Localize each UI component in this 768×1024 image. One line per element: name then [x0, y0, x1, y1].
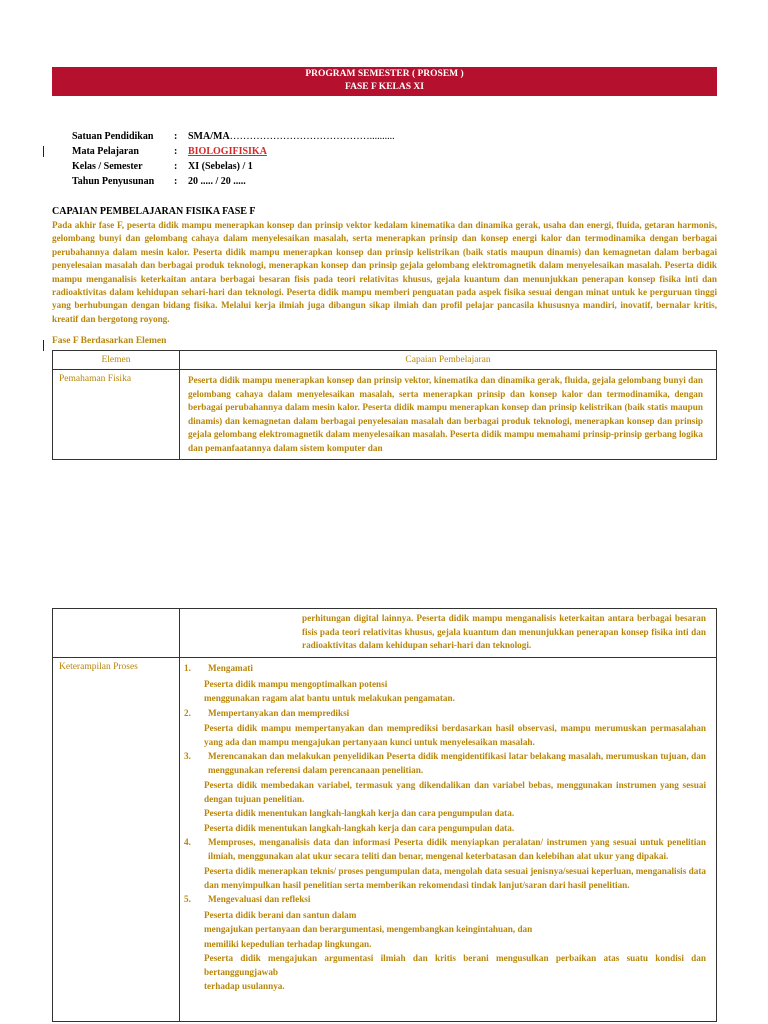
subitem-text: Peserta didik menentukan langkah-langkah kerja dan cara pengumpulan data. — [204, 822, 515, 833]
info-value: SMA/MA — [188, 131, 230, 142]
list-item — [184, 836, 706, 863]
list-item — [184, 893, 706, 907]
info-colon: : — [174, 131, 178, 142]
subitem-text: Peserta didik berani dan santun dalam — [204, 909, 357, 920]
subitem-text: menggunakan ragam alat bantu untuk melakukan pengamatan. — [204, 693, 455, 703]
list-title: Memproses, menganalisis data dan informasi Peserta didik menyiapkan peralatan/ instrumen yang sesuai untuk penelitian ilmiah, menggunakan alat ukur secara teliti dan benar, mengenal keterbatasan dan kelebihan alat ukur yang dipakai. — [208, 837, 706, 861]
section-heading — [52, 206, 256, 217]
intro-paragraph: Pada akhir fase F, peserta didik mampu menerapkan konsep dan prinsip vektor kedalam kinematika dan dinamika gerak, usaha dan energi, fluida, getaran harmonis, gelombang bunyi dan gelombang cahaya dalam menyelesaikan masalah, serta menerapkan prinsip dan konsep energi kalor dan termodinamika dengan berbagai perubahannya dalam mesin kalor. Peserta didik mampu menerapkan konsep dan prinsip kelistrikan (baik statis maupun dinamis) dan kemagnetan dalam berbagai penyelesaian masalah dan berbagai produk teknologi, menerapkan konsep dan prinsip gejala gelombang elektromagnetik dalam menyelesaikan masalah. Peserta didik mampu menganalisis keterkaitan antara berbagai besaran fisis pada teori relativitas khusus, gejala kuantum dan menunjukkan penerapan konsep fisika inti dan radioaktivitas dalam kehidupan sehari-hari dan teknologi. Peserta didik mampu memberi penguatan pada aspek fisika sesuai dengan minat untuk ke perguruan tinggi yang berhubungan dengan bidang fisika. Melalui kerja ilmiah juga dibangun sikap ilmiah dan profil pelajar pancasila khususnya mandiri, inovatif, bernalar kritis, kreatif dan bergotong royong. — [52, 220, 717, 324]
text-cursor-marker — [43, 340, 44, 351]
table-row — [53, 609, 717, 658]
list-item — [184, 707, 706, 721]
list-number: 1. — [184, 663, 191, 673]
info-value: XI (Sebelas) / 1 — [188, 161, 253, 172]
list-subitems — [184, 865, 706, 892]
list-number: 3. — [184, 751, 191, 761]
info-colon: : — [174, 176, 178, 187]
list-number: 5. — [184, 894, 191, 904]
info-label: Tahun Penyusunan — [72, 176, 155, 187]
subitem-text: Peserta didik menentukan langkah-langkah kerja dan cara pengumpulan data. — [204, 808, 515, 818]
elemen-cell: Keterampilan Proses — [53, 658, 180, 1022]
subitem-text: Peserta didik mampu mempertanyakan dan memprediksi berdasarkan hasil observasi, mampu merumuskan permasalahan yang ada dan mampu mengajukan pertanyaan kunci untuk menyelesaikan masalah. — [204, 723, 706, 747]
section-heading-prefix: CAPAIAN PEMBELAJARAN FISIKA FASE — [52, 206, 250, 217]
info-dots: …………………………………….......... — [229, 131, 395, 142]
list-subitems — [184, 909, 706, 994]
list-item — [184, 750, 706, 777]
subitem-text: mengajukan pertanyaan dan berargumentasi, mengembangkan keingintahuan, dan — [204, 924, 533, 934]
elemen-table — [52, 350, 717, 460]
section-heading-suffix: F — [249, 206, 256, 217]
list-item — [184, 662, 706, 676]
table-row — [53, 658, 717, 1022]
subitem-text: terhadap usulannya. — [204, 981, 285, 991]
list-title: Merencanakan dan melakukan penyelidikan Peserta didik mengidentifikasi latar belakang masalah, merumuskan tujuan, dan menggunakan referensi dalam perencanaan penelitian. — [208, 751, 706, 775]
list-subitems — [184, 722, 706, 749]
subitem-text: Peserta didik mampu mengoptimalkan potensi — [204, 678, 388, 689]
list-title: Mempertanyakan dan memprediksi — [208, 707, 350, 718]
info-row-satuan — [72, 129, 395, 144]
title-line-2: FASE F KELAS XI — [345, 82, 424, 92]
capaian-cell-list — [180, 658, 717, 1022]
subitem-text: Peserta didik menerapkan teknis/ proses pengumpulan data, mengolah data sesuai jenisnya/sesuai keperluan, menganalisis data dan menyimpulkan hasil penelitian serta memberikan rekomendasi tindak lanjut/saran dari hasil penelitian. — [204, 866, 706, 890]
col-header-elemen: Elemen — [53, 351, 180, 370]
capaian-cell-continued: perhitungan digital lainnya. Peserta didik mampu menganalisis keterkaitan antara berbagai besaran fisis pada teori relativitas khusus, gejala kuantum dan menunjukkan penerapan konsep fisika inti dan radioaktivitas dalam kehidupan sehari-hari dan teknologi. — [180, 609, 717, 658]
info-row-tahun — [72, 174, 395, 189]
list-number: 4. — [184, 837, 191, 847]
list-title: Mengamati — [208, 663, 253, 673]
col-header-capaian: Capaian Pembelajaran — [180, 351, 717, 370]
table-row — [53, 370, 717, 460]
capaian-cell: Peserta didik mampu menerapkan konsep dan prinsip vektor, kinematika dan dinamika gerak, fluida, gejala gelombang bunyi dan gelombang cahaya dalam menyelesaikan masalah, serta menerapkan prinsip dan konsep kalor dan termodinamika, dengan berbagai perubahannya dalam mesin kalor. Peserta didik mampu menerapkan konsep dan prinsip kelistrikan (baik statis maupun dinamis) dan kemagnetan dalam berbagai penyelesaian masalah dan berbagai produk teknologi, menerapkan konsep dan prinsip gejala gelombang elektromagnetik dalam menyelesaikan masalah. Peserta didik mampu memahami prinsip-prinsip gerbang logika dan pemanfaatannya dalam sistem komputer dan — [180, 370, 717, 460]
info-label: Mata Pelajaran — [72, 146, 139, 157]
list-subitems — [184, 678, 706, 706]
identity-block — [72, 129, 395, 189]
table-header-row — [53, 351, 717, 370]
list-title: Mengevaluasi dan refleksi — [208, 894, 311, 904]
subheading: Fase F Berdasarkan Elemen — [52, 336, 167, 346]
elemen-cell: Pemahaman Fisika — [53, 370, 180, 460]
info-label: Satuan Pendidikan — [72, 131, 154, 142]
list-subitems — [184, 779, 706, 835]
text-cursor-marker — [43, 146, 44, 157]
info-row-kelas — [72, 159, 395, 174]
info-colon: : — [174, 146, 178, 157]
elemen-table-continued — [52, 608, 717, 1022]
info-row-mapel — [72, 144, 395, 159]
subitem-text: Peserta didik mengajukan argumentasi ilmiah dan kritis berani mengusulkan perbaikan atas suatu kondisi dan bertanggungjawab — [204, 953, 706, 977]
title-line-1: PROGRAM SEMESTER ( PROSEM ) — [305, 69, 464, 79]
subitem-text: memiliki kepedulian terhadap lingkungan. — [204, 938, 372, 949]
info-label: Kelas / Semester — [72, 161, 143, 172]
elemen-cell-empty — [53, 609, 180, 658]
info-value-subject: BIOLOGIFISIKA — [188, 146, 267, 157]
title-banner — [52, 67, 717, 96]
list-number: 2. — [184, 707, 191, 718]
info-colon: : — [174, 161, 178, 172]
info-value: 20 ..... / 20 ..... — [188, 176, 246, 187]
subitem-text: Peserta didik membedakan variabel, termasuk yang dikendalikan dan variabel bebas, menggunakan instrumen yang sesuai dengan tujuan penelitian. — [204, 780, 706, 804]
